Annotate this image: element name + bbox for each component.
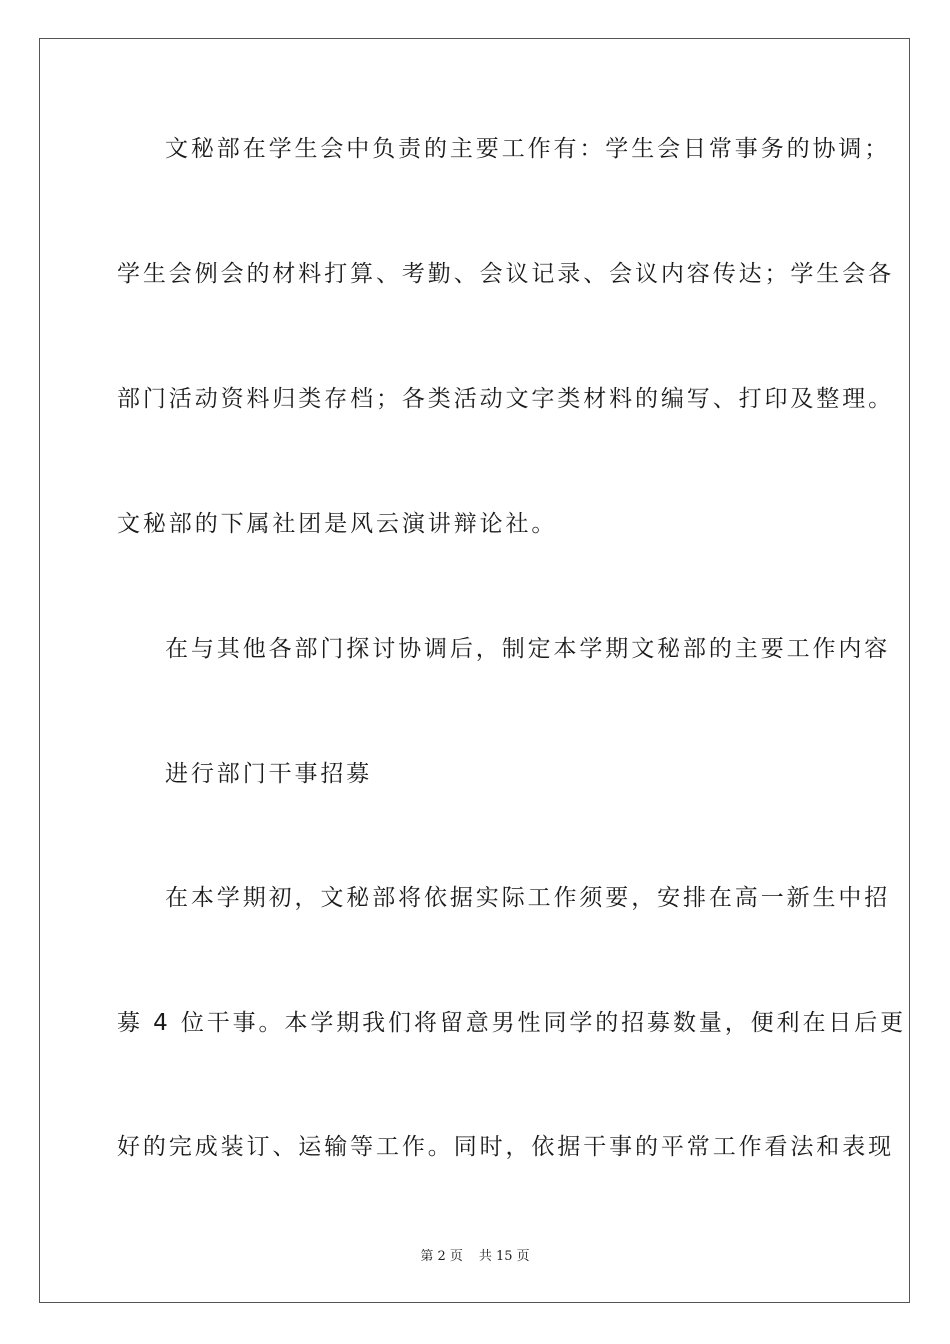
paragraph-line-4: 文秘部的下属社团是风云演讲辩论社。 [117,511,558,537]
page-footer [0,1248,950,1266]
paragraph-line-1: 文秘部在学生会中负责的主要工作有：学生会日常事务的协调； [165,136,891,162]
section-heading: 进行部门干事招募 [165,761,373,787]
page-total: 共 15 页 [478,1249,530,1264]
paragraph-line-8: 募 4 位干事。本学期我们将留意男性同学的招募数量，便利在日后更 [117,1010,907,1036]
page-number: 第 2 页 [420,1249,463,1264]
paragraph-line-5: 在与其他各部门探讨协调后，制定本学期文秘部的主要工作内容 [165,636,891,662]
paragraph-line-7: 在本学期初，文秘部将依据实际工作须要，安排在高一新生中招 [165,885,891,911]
page-border [39,38,910,1303]
paragraph-line-2: 学生会例会的材料打算、考勤、会议记录、会议内容传达；学生会各 [117,261,894,287]
paragraph-line-9: 好的完成装订、运输等工作。同时，依据干事的平常工作看法和表现 [117,1134,894,1160]
paragraph-line-3: 部门活动资料归类存档；各类活动文字类材料的编写、打印及整理。 [117,386,894,412]
